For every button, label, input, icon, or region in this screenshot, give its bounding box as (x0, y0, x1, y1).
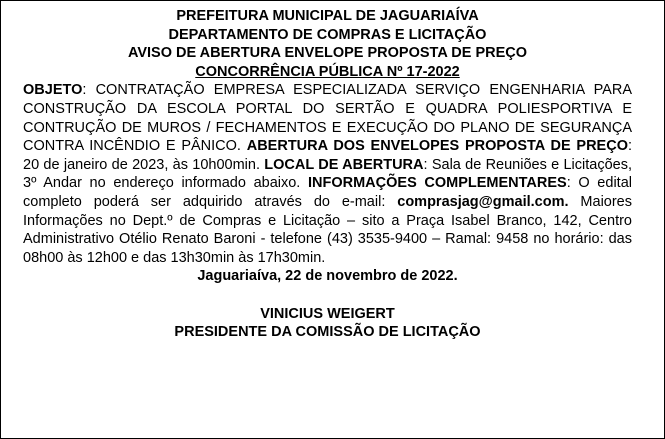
signatory-role: PRESIDENTE DA COMISSÃO DE LICITAÇÃO (174, 324, 481, 341)
signature-spacer (23, 286, 632, 305)
local-label: LOCAL DE ABERTURA (264, 156, 424, 173)
objeto-text: : CONTRATAÇÃO EMPRESA ESPECIALIZADA SERVIÇO ENGENHARIA PARA CONSTRUÇÃO DA ESCOLA PORTAL DO SERTÃO E QUADRA POLIESPORTIVA E CONTRUÇÃO DE MUROS / FECHAMENTOS E EXECUÇÃO DO PLANO DE SEGURANÇA CONTRA INCÊNDIO E PÂNICO. (23, 82, 632, 155)
local-text: : Sala de Reuniões e Licitações, 3º Andar no endereço informado abaixo. (23, 156, 632, 192)
notice-title: CONCORRÊNCIA PÚBLICA Nº 17-2022 (195, 63, 460, 80)
contact-email: comprasjag@gmail.com. (397, 193, 569, 210)
info-text: : O edital completo poderá ser adquirido através do e-mail: (23, 175, 632, 210)
objeto-label: OBJETO (23, 82, 83, 99)
header-municipality: PREFEITURA MUNICIPAL DE JAGUARIAÍVA (176, 8, 479, 24)
info-rest: Maiores Informações no Dept.º de Compras e Licitação – sito a Praça Isabel Branco, 142, Centro Administrativo Otélio Renato Baroni - telefone (43) 3535-9400 – Ramal: 9458 no horário: das 08h00 às 12h00 e das 13h30min às 17h30min. (23, 193, 632, 266)
info-label: INFORMAÇÕES COMPLEMENTARES (307, 175, 567, 192)
notice-body (23, 81, 632, 267)
header-department: DEPARTAMENTO DE COMPRAS E LICITAÇÃO (168, 26, 487, 43)
signatory-name: VINICIUS WEIGERT (260, 305, 395, 322)
header-notice-type: AVISO DE ABERTURA ENVELOPE PROPOSTA DE PREÇO (127, 45, 528, 62)
abertura-label: ABERTURA DOS ENVELOPES PROPOSTA DE PREÇO (246, 138, 628, 155)
abertura-text: : 20 de janeiro de 2023, às 10h00min. (23, 138, 632, 173)
notice-date: Jaguariaíva, 22 de novembro de 2022. (197, 268, 458, 285)
notice-title-wrapper (23, 63, 632, 82)
